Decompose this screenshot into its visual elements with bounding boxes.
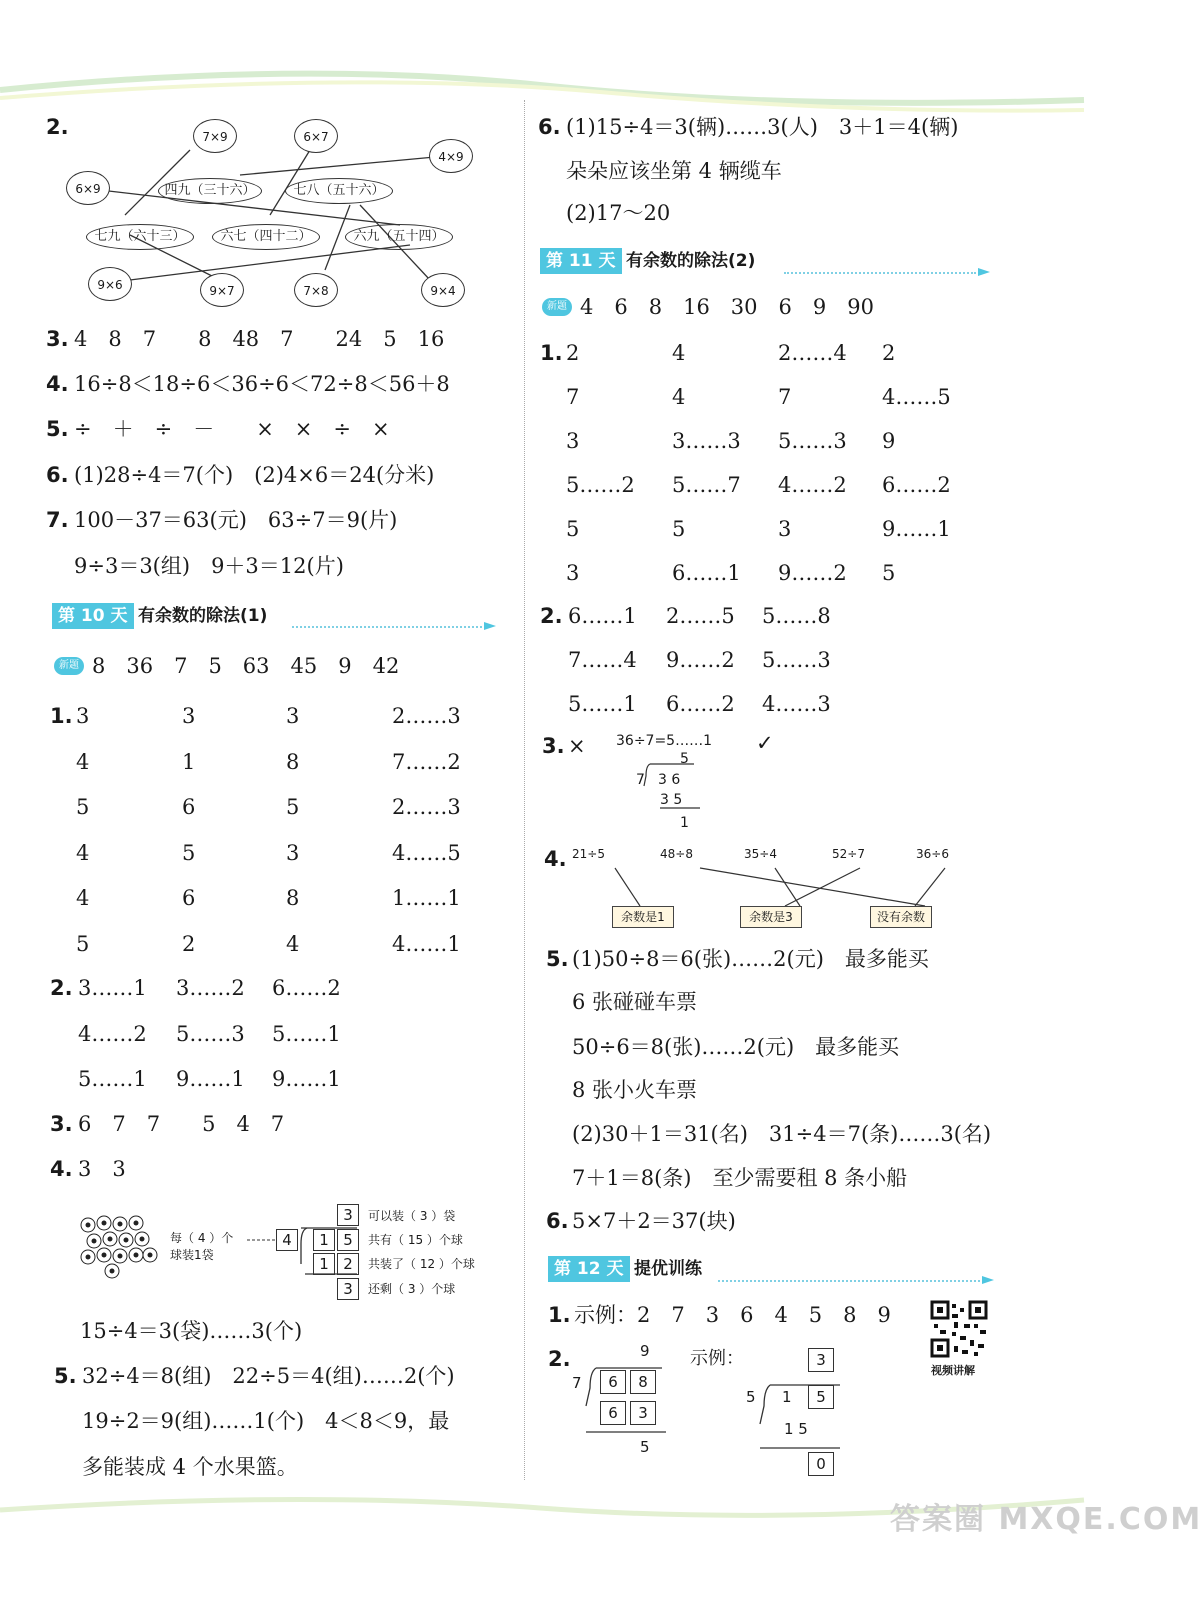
rabbit-card: 52÷7	[832, 847, 865, 861]
answer-line: 8 张小火车票	[572, 1078, 698, 1102]
grid-cell: 5……2	[566, 473, 635, 497]
question-number: 7.	[46, 508, 69, 532]
grid-cell: 3	[566, 561, 580, 585]
dividend-box: 5	[337, 1229, 359, 1251]
grid-cell: 9……1	[272, 1067, 341, 1091]
dividend-box: 5	[808, 1385, 834, 1409]
grid-cell: 2……5	[666, 604, 735, 628]
question-number: 3.	[542, 734, 565, 758]
grid-cell: 2……3	[392, 795, 461, 819]
rabbit-card: 36÷6	[916, 847, 949, 861]
grid-cell: 4	[76, 749, 90, 774]
apple-tag: 6×7	[294, 119, 338, 153]
grid-cell: 4	[76, 840, 90, 865]
grid-cell: 5……8	[762, 604, 831, 628]
grid-cell: 6……1	[568, 604, 637, 628]
question-number: 2.	[46, 115, 69, 139]
section-title: 有余数的除法(2)	[626, 251, 756, 271]
grid-cell: 5……7	[672, 473, 741, 497]
qr-code-icon[interactable]	[930, 1300, 988, 1358]
top-decoration	[0, 40, 1084, 110]
remainder: 5	[640, 1438, 650, 1456]
apple-tag: 9×6	[88, 267, 132, 301]
divisor: 7	[572, 1374, 582, 1392]
dividend-box: 6	[600, 1370, 626, 1394]
grid-cell: 7……4	[568, 648, 637, 672]
balls-icon	[78, 1215, 163, 1280]
quotient: 9	[640, 1342, 650, 1360]
grid-cell: 5	[182, 840, 196, 865]
diagram-label: 每（ 4 ）个	[170, 1231, 234, 1245]
question-number: 4.	[46, 372, 69, 396]
answer-line: 8 36 7 5 63 45 9 42	[92, 654, 400, 678]
header-dots	[718, 1280, 980, 1282]
grid-cell: 2	[182, 931, 196, 956]
apple-tag: 7×9	[193, 119, 237, 153]
divisor: 7	[636, 772, 645, 788]
grid-cell: 4	[76, 886, 90, 910]
grid-cell: 7	[778, 385, 792, 409]
grid-cell: 5	[566, 517, 580, 541]
rabbit-card: 21÷5	[572, 847, 605, 861]
answer-line: 4 6 8 16 30 6 9 90	[580, 295, 874, 319]
grid-cell: 8	[286, 886, 300, 910]
grid-cell: 9……2	[778, 561, 847, 585]
grid-cell: 5……1	[78, 1067, 147, 1091]
grid-cell: 9	[882, 429, 896, 453]
answer-line: 100－37＝63(元) 63÷7＝9(片)	[74, 508, 398, 532]
header-arrow-icon	[982, 1276, 994, 1284]
question-number: 3.	[46, 327, 69, 351]
example-label: 示例：	[690, 1348, 744, 1369]
cross-mark: ×	[568, 734, 586, 758]
apple-tag: 7×8	[294, 273, 338, 307]
grid-cell: 5……1	[272, 1021, 341, 1046]
answer-line: 示例：2 7 3 6 4 5 8 9	[574, 1303, 891, 1327]
header-dots	[784, 272, 976, 274]
answer-line: (2)30＋1＝31(名) 31÷4＝7(条)……3(名)	[572, 1122, 992, 1146]
grid-cell: 3	[182, 704, 196, 728]
answer-line: (1)15÷4＝3(辆)……3(人) 3＋1＝4(辆)	[566, 115, 959, 139]
grid-cell: 2……4	[778, 341, 847, 365]
product-oval: 七九（六十三）	[86, 224, 194, 250]
day-tag: 第 10 天	[52, 603, 134, 629]
equation: 36÷7=5……1	[616, 733, 712, 749]
apple-tag: 9×4	[421, 273, 465, 307]
subtraction: 3 5	[660, 792, 683, 808]
answer-line: 9÷3＝3(组) 9＋3＝12(片)	[74, 554, 344, 578]
grid-cell: 2	[566, 341, 580, 365]
section-title: 有余数的除法(1)	[138, 606, 268, 626]
grid-cell: 7……2	[392, 749, 461, 774]
grid-cell: 5……3	[762, 648, 831, 672]
question-number: 5.	[54, 1364, 77, 1388]
dividend: 1	[782, 1388, 792, 1406]
grid-cell: 2	[882, 341, 896, 365]
grid-cell: 5	[76, 931, 90, 956]
grid-cell: 4	[672, 385, 686, 409]
question-number: 5.	[546, 947, 569, 971]
question-number: 4.	[50, 1157, 73, 1181]
remainder-box: 0	[808, 1452, 834, 1476]
section-title: 提优训练	[634, 1259, 702, 1279]
quotient-box: 3	[337, 1204, 359, 1226]
answer-line: 7＋1＝8(条) 至少需要租 8 条小船	[572, 1166, 908, 1190]
grid-cell: 5……3	[176, 1021, 245, 1046]
rabbit-card: 48÷8	[660, 847, 693, 861]
option-box: 余数是3	[740, 906, 802, 928]
quotient: 5	[680, 751, 689, 767]
answer-line: 5×7＋2＝37(块)	[572, 1209, 736, 1233]
subtraction: 1 5	[784, 1420, 808, 1438]
answer-line: 4 8 7 8 48 7 24 5 16	[74, 327, 445, 351]
answer-line: 朵朵应该坐第 4 辆缆车	[566, 159, 782, 183]
divisor-box: 4	[276, 1229, 298, 1251]
grid-cell: 3	[286, 840, 300, 865]
dividend-box: 1	[313, 1229, 335, 1251]
grid-cell: 4……1	[392, 931, 461, 956]
header-arrow-icon	[978, 268, 990, 276]
grid-cell: 4	[672, 341, 686, 365]
answer-line: 16÷8＜18÷6＜36÷6＜72÷8＜56＋8	[74, 372, 450, 396]
answer-line: 6 7 7 5 4 7	[78, 1112, 285, 1136]
grid-cell: 6	[182, 886, 196, 910]
answer-line: 6 张碰碰车票	[572, 990, 698, 1014]
grid-cell: 4……2	[778, 473, 847, 497]
column-divider	[524, 100, 525, 1480]
diagram-label: 还剩（ 3 ）个球	[368, 1282, 456, 1296]
remainder-box: 3	[337, 1278, 359, 1300]
question-number: 3.	[50, 1112, 73, 1136]
answer-line: (1)28÷4＝7(个) (2)4×6＝24(分米)	[74, 463, 435, 487]
answer-line: (2)17～20	[566, 201, 671, 225]
option-box: 余数是1	[612, 906, 674, 928]
grid-cell: 3	[778, 517, 792, 541]
quotient-box: 3	[808, 1348, 834, 1372]
grid-cell: 4……5	[882, 385, 951, 409]
grid-cell: 6……2	[882, 473, 951, 497]
product-box: 1	[313, 1253, 335, 1275]
grid-cell: 6……2	[666, 692, 735, 716]
answer-line: ÷ ＋ ÷ － × × ÷ ×	[74, 417, 390, 441]
header-dots	[292, 626, 482, 628]
grid-cell: 3	[286, 704, 300, 728]
product-box: 2	[337, 1253, 359, 1275]
product-oval: 四九（三十六）	[158, 178, 262, 204]
check-mark: ✓	[756, 731, 774, 755]
answer-line: 3 3	[78, 1157, 126, 1181]
answer-line: 19÷2＝9(组)……1(个) 4＜8＜9，最	[82, 1409, 450, 1433]
new-badge: 新题	[542, 298, 572, 316]
grid-cell: 5……3	[778, 429, 847, 453]
question-number: 4.	[544, 847, 567, 871]
answer-line: 多能装成 4 个水果篮。	[82, 1455, 298, 1479]
grid-cell: 4……2	[78, 1021, 147, 1046]
question-number: 6.	[538, 115, 561, 139]
grid-cell: 2……3	[392, 704, 461, 728]
grid-cell: 7	[566, 385, 580, 409]
grid-cell: 9……1	[176, 1067, 245, 1091]
question-number: 2.	[540, 604, 563, 628]
product-oval: 七八（五十六）	[285, 178, 393, 204]
grid-cell: 3……3	[672, 429, 741, 453]
grid-cell: 3……1	[78, 976, 147, 1000]
grid-cell: 6……1	[672, 561, 741, 585]
grid-cell: 6……2	[272, 976, 341, 1000]
apple-tag: 9×7	[200, 273, 244, 307]
grid-cell: 8	[286, 749, 300, 774]
grid-cell: 4……5	[392, 840, 461, 865]
product-oval: 六九（五十四）	[345, 224, 453, 250]
grid-cell: 6	[182, 795, 196, 819]
apple-tag: 4×9	[429, 139, 473, 173]
day-tag: 第 12 天	[548, 1256, 630, 1282]
option-box: 没有余数	[870, 906, 932, 928]
grid-cell: 1	[182, 749, 196, 774]
product-oval: 六七（四十二）	[212, 224, 320, 250]
dividend: 3 6	[658, 772, 681, 788]
watermark: 答案圈 MXQE.COM	[890, 1502, 1202, 1537]
header-arrow-icon	[484, 622, 496, 630]
diagram-label: 共有（ 15 ）个球	[368, 1233, 463, 1247]
diagram-label: 球装1袋	[170, 1248, 214, 1262]
question-number: 1.	[548, 1303, 571, 1327]
grid-cell: 5	[672, 517, 686, 541]
apple-tag: 6×9	[66, 171, 110, 205]
product-box: 3	[630, 1401, 656, 1425]
diagram-label: 共装了（ 12 ）个球	[368, 1257, 475, 1271]
answer-line: 15÷4＝3(袋)……3(个)	[80, 1319, 303, 1343]
answer-line: 32÷4＝8(组) 22÷5＝4(组)……2(个)	[82, 1364, 455, 1388]
answer-line: (1)50÷8＝6(张)……2(元) 最多能买	[572, 947, 929, 971]
grid-cell: 5	[286, 795, 300, 819]
question-number: 2.	[50, 976, 73, 1000]
grid-cell: 5	[882, 561, 896, 585]
question-number: 6.	[46, 463, 69, 487]
divisor: 5	[746, 1388, 756, 1406]
grid-cell: 9……2	[666, 648, 735, 672]
question-number: 2.	[548, 1347, 571, 1371]
remainder: 1	[680, 815, 689, 831]
new-badge: 新题	[54, 657, 84, 675]
product-box: 6	[600, 1401, 626, 1425]
answer-line: 50÷6＝8(张)……2(元) 最多能买	[572, 1035, 900, 1059]
grid-cell: 4……3	[762, 692, 831, 716]
grid-cell: 9……1	[882, 517, 951, 541]
rabbit-card: 35÷4	[744, 847, 777, 861]
grid-cell: 3	[76, 704, 90, 728]
grid-cell: 1……1	[392, 886, 461, 910]
grid-cell: 5	[76, 795, 90, 819]
diagram-label: 可以装（ 3 ）袋	[368, 1209, 456, 1223]
question-number: 6.	[546, 1209, 569, 1233]
grid-cell: 3	[566, 429, 580, 453]
day-tag: 第 11 天	[540, 248, 622, 274]
question-number: 1.	[50, 704, 73, 728]
qr-caption: 视频讲解	[931, 1364, 975, 1377]
grid-cell: 5……1	[568, 692, 637, 716]
grid-cell: 4	[286, 931, 300, 956]
question-number: 1.	[540, 341, 563, 365]
question-number: 5.	[46, 417, 69, 441]
dividend-box: 8	[630, 1370, 656, 1394]
grid-cell: 3……2	[176, 976, 245, 1000]
